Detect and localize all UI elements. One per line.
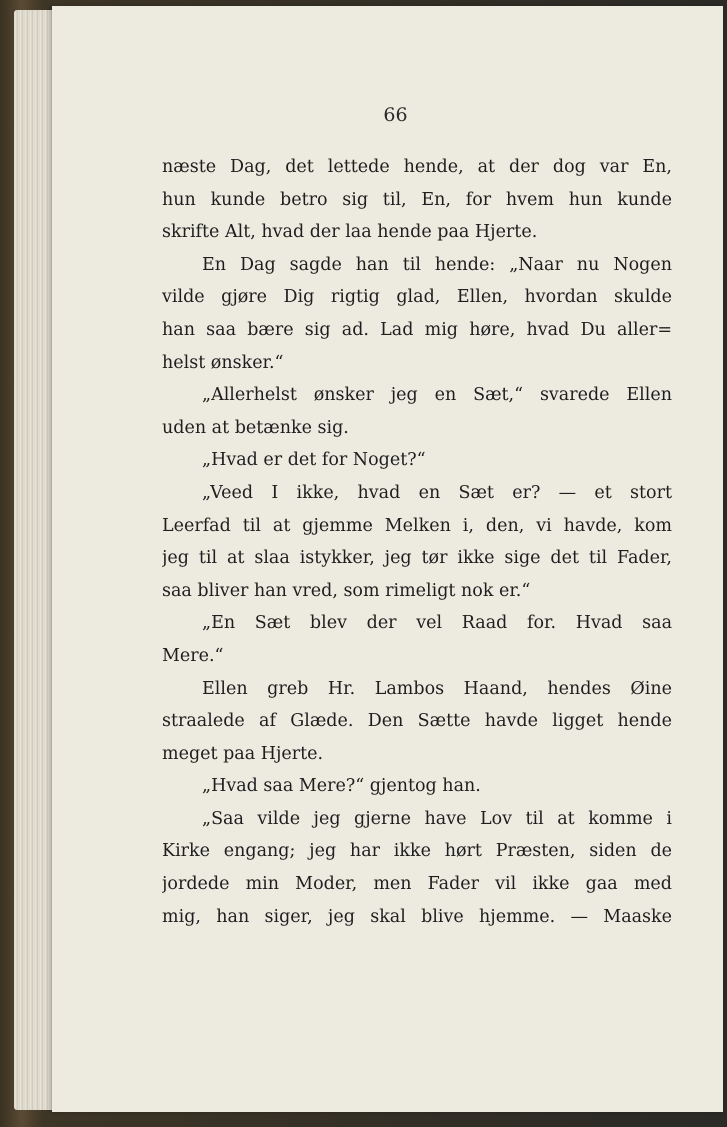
text-line: „Hvad er det for Noget?“ bbox=[202, 450, 426, 471]
text-line: „Hvad saa Mere?“ gjentog han. bbox=[202, 776, 481, 797]
text-line: saa bliver han vred, som rimeligt nok er.“ bbox=[162, 580, 531, 601]
text-line: helst ønsker.“ bbox=[162, 352, 284, 373]
text-line: uden at betænke sig. bbox=[162, 417, 349, 438]
body-text bbox=[162, 151, 672, 933]
text-line: Leerfad til at gjemme Melken i, den, vi havde, kom bbox=[162, 515, 672, 536]
text-line: Mere.“ bbox=[162, 645, 224, 666]
text-line: En Dag sagde han til hende: „Naar nu Nogen bbox=[202, 254, 672, 275]
page-number: 66 bbox=[383, 104, 408, 126]
text-line: vilde gjøre Dig rigtig glad, Ellen, hvordan skulde bbox=[162, 287, 672, 308]
text-line: hun kunde betro sig til, En, for hvem hun kunde bbox=[162, 189, 672, 210]
text-line: „Veed I ikke, hvad en Sæt er? — et stort bbox=[202, 482, 672, 503]
book-page bbox=[52, 6, 723, 1112]
text-line: jordede min Moder, men Fader vil ikke gaa med bbox=[162, 874, 672, 895]
text-line: straalede af Glæde. Den Sætte havde ligget hende bbox=[162, 711, 672, 732]
text-line: Ellen greb Hr. Lambos Haand, hendes Øine bbox=[202, 678, 672, 699]
text-line: næste Dag, det lettede hende, at der dog var En, bbox=[162, 157, 672, 177]
text-line: Kirke engang; jeg har ikke hørt Præsten, siden de bbox=[162, 841, 672, 862]
text-line: skrifte Alt, hvad der laa hende paa Hjerte. bbox=[162, 222, 538, 243]
text-line: „Saa vilde jeg gjerne have Lov til at komme i bbox=[202, 808, 672, 829]
text-line: mig, han siger, jeg skal blive hjemme. — Maaske bbox=[162, 906, 672, 927]
text-line: „Allerhelst ønsker jeg en Sæt,“ svarede Ellen bbox=[202, 385, 672, 406]
text-line: „En Sæt blev der vel Raad for. Hvad saa bbox=[202, 613, 672, 634]
text-line: meget paa Hjerte. bbox=[162, 743, 324, 764]
text-line: han saa bære sig ad. Lad mig høre, hvad Du aller= bbox=[162, 319, 672, 340]
text-line: jeg til at slaa istykker, jeg tør ikke sige det til Fader, bbox=[162, 548, 672, 569]
